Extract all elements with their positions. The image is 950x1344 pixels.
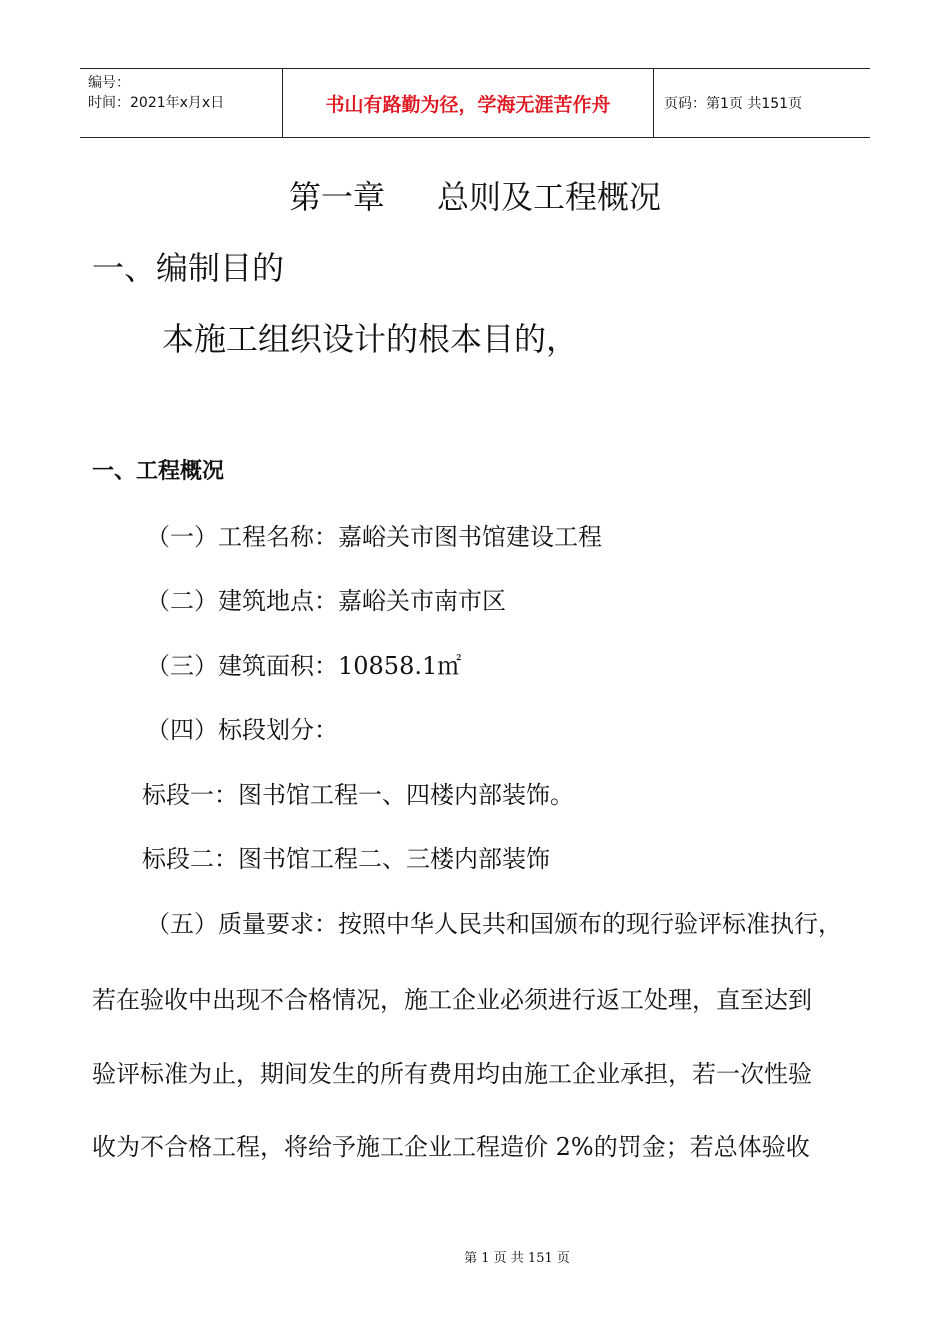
header-page-info: 页码：第1页 共151页 [664,96,803,112]
section-heading-overview: 一、工程概况 [92,459,225,484]
overview-line: （三）建筑面积：10858.1㎡ [146,652,462,680]
time-label: 时间：2021年x月x日 [88,95,225,111]
page-footer: 第 1 页 共 151 页 [464,1251,570,1266]
overview-line: 标段一：图书馆工程一、四楼内部装饰。 [142,781,574,809]
overview-line: 标段二：图书馆工程二、三楼内部装饰 [142,845,550,873]
overview-line: 验评标准为止，期间发生的所有费用均由施工企业承担，若一次性验 [92,1060,812,1088]
overview-line: （二）建筑地点：嘉峪关市南市区 [146,587,506,615]
overview-line: 收为不合格工程，将给予施工企业工程造价 2%的罚金；若总体验收 [92,1133,810,1161]
chapter-label: 第一章 [288,178,385,216]
header-meta [80,69,282,137]
chapter-heading [0,172,950,218]
purpose-text: 本施工组织设计的根本目的， [162,320,579,358]
chapter-title: 总则及工程概况 [437,178,662,216]
overview-line: （五）质量要求：按照中华人民共和国颁布的现行验评标准执行， [146,910,842,938]
overview-line: 若在验收中出现不合格情况，施工企业必须进行返工处理，直至达到 [92,986,812,1014]
document-header [80,68,870,138]
header-motto: 书山有路勤为径，学海无涯苦作舟 [282,69,654,137]
overview-line: （一）工程名称：嘉峪关市图书馆建设工程 [146,523,602,551]
number-label: 编号： [88,75,130,91]
section-heading-purpose: 一、编制目的 [92,249,285,287]
overview-line: （四）标段划分： [146,716,338,744]
